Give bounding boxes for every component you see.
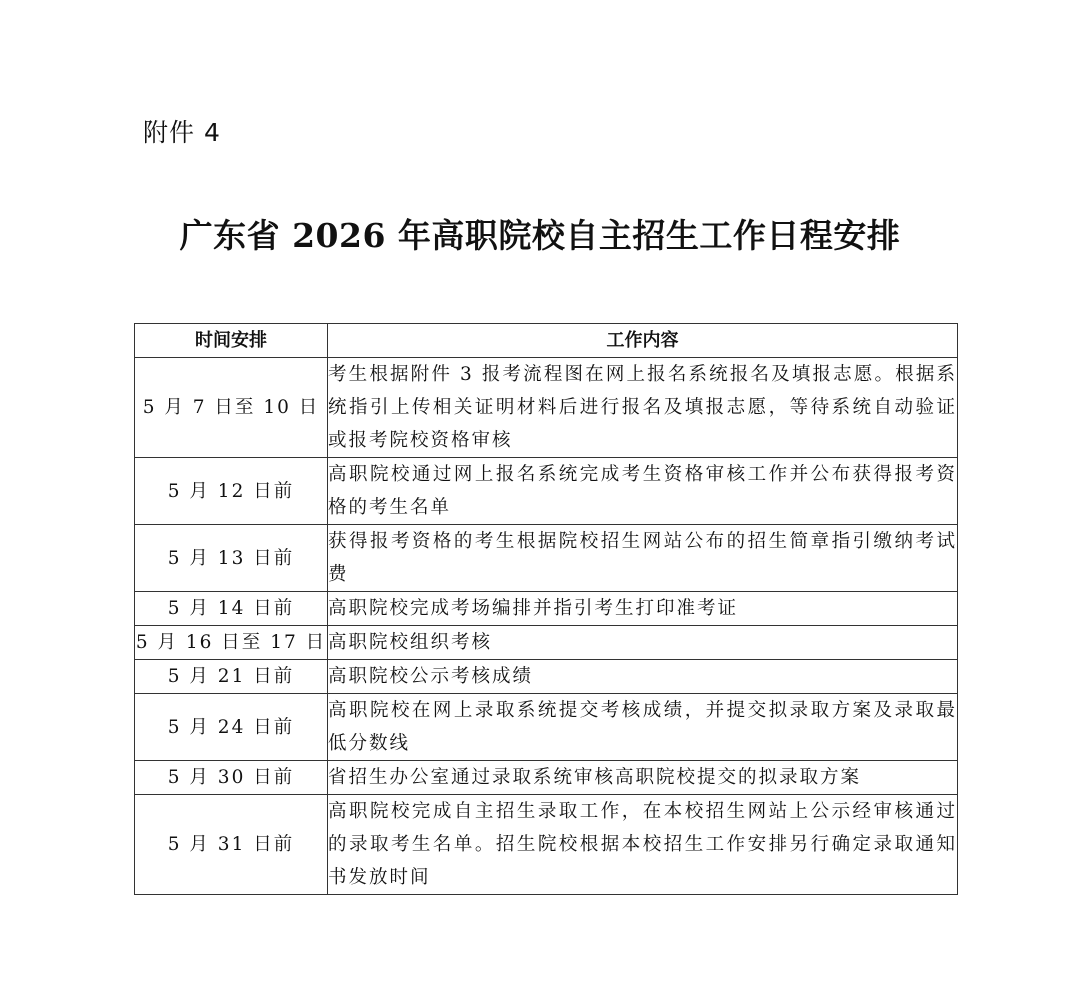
schedule-table bbox=[134, 323, 958, 895]
table-row bbox=[135, 660, 958, 694]
schedule-content: 获得报考资格的考生根据院校招生网站公布的招生简章指引缴纳考试费 bbox=[328, 525, 958, 592]
table-row bbox=[135, 761, 958, 795]
column-header-time: 时间安排 bbox=[135, 324, 328, 358]
schedule-time: 5 月 24 日前 bbox=[135, 694, 328, 761]
attachment-label: 附件 4 bbox=[143, 118, 221, 147]
page-title: 广东省 2026 年高职院校自主招生工作日程安排 bbox=[179, 216, 901, 255]
schedule-time: 5 月 30 日前 bbox=[135, 761, 328, 795]
table-row bbox=[135, 358, 958, 458]
schedule-content: 高职院校完成考场编排并指引考生打印准考证 bbox=[328, 592, 958, 626]
table-row bbox=[135, 694, 958, 761]
schedule-content: 高职院校完成自主招生录取工作，在本校招生网站上公示经审核通过的录取考生名单。招生院校根据本校招生工作安排另行确定录取通知书发放时间 bbox=[328, 795, 958, 895]
schedule-time: 5 月 14 日前 bbox=[135, 592, 328, 626]
schedule-time: 5 月 16 日至 17 日 bbox=[135, 626, 328, 660]
column-header-content: 工作内容 bbox=[328, 324, 958, 358]
schedule-time: 5 月 31 日前 bbox=[135, 795, 328, 895]
table-row bbox=[135, 458, 958, 525]
table-row bbox=[135, 626, 958, 660]
schedule-content: 高职院校组织考核 bbox=[328, 626, 958, 660]
table-row bbox=[135, 795, 958, 895]
schedule-time: 5 月 13 日前 bbox=[135, 525, 328, 592]
schedule-time: 5 月 7 日至 10 日 bbox=[135, 358, 328, 458]
schedule-content: 高职院校公示考核成绩 bbox=[328, 660, 958, 694]
table-row bbox=[135, 525, 958, 592]
table-header-row bbox=[135, 324, 958, 358]
schedule-time: 5 月 12 日前 bbox=[135, 458, 328, 525]
schedule-content: 高职院校通过网上报名系统完成考生资格审核工作并公布获得报考资格的考生名单 bbox=[328, 458, 958, 525]
schedule-time: 5 月 21 日前 bbox=[135, 660, 328, 694]
table-row bbox=[135, 592, 958, 626]
schedule-content: 高职院校在网上录取系统提交考核成绩，并提交拟录取方案及录取最低分数线 bbox=[328, 694, 958, 761]
schedule-content: 省招生办公室通过录取系统审核高职院校提交的拟录取方案 bbox=[328, 761, 958, 795]
schedule-content: 考生根据附件 3 报考流程图在网上报名系统报名及填报志愿。根据系统指引上传相关证明材料后进行报名及填报志愿，等待系统自动验证或报考院校资格审核 bbox=[328, 358, 958, 458]
